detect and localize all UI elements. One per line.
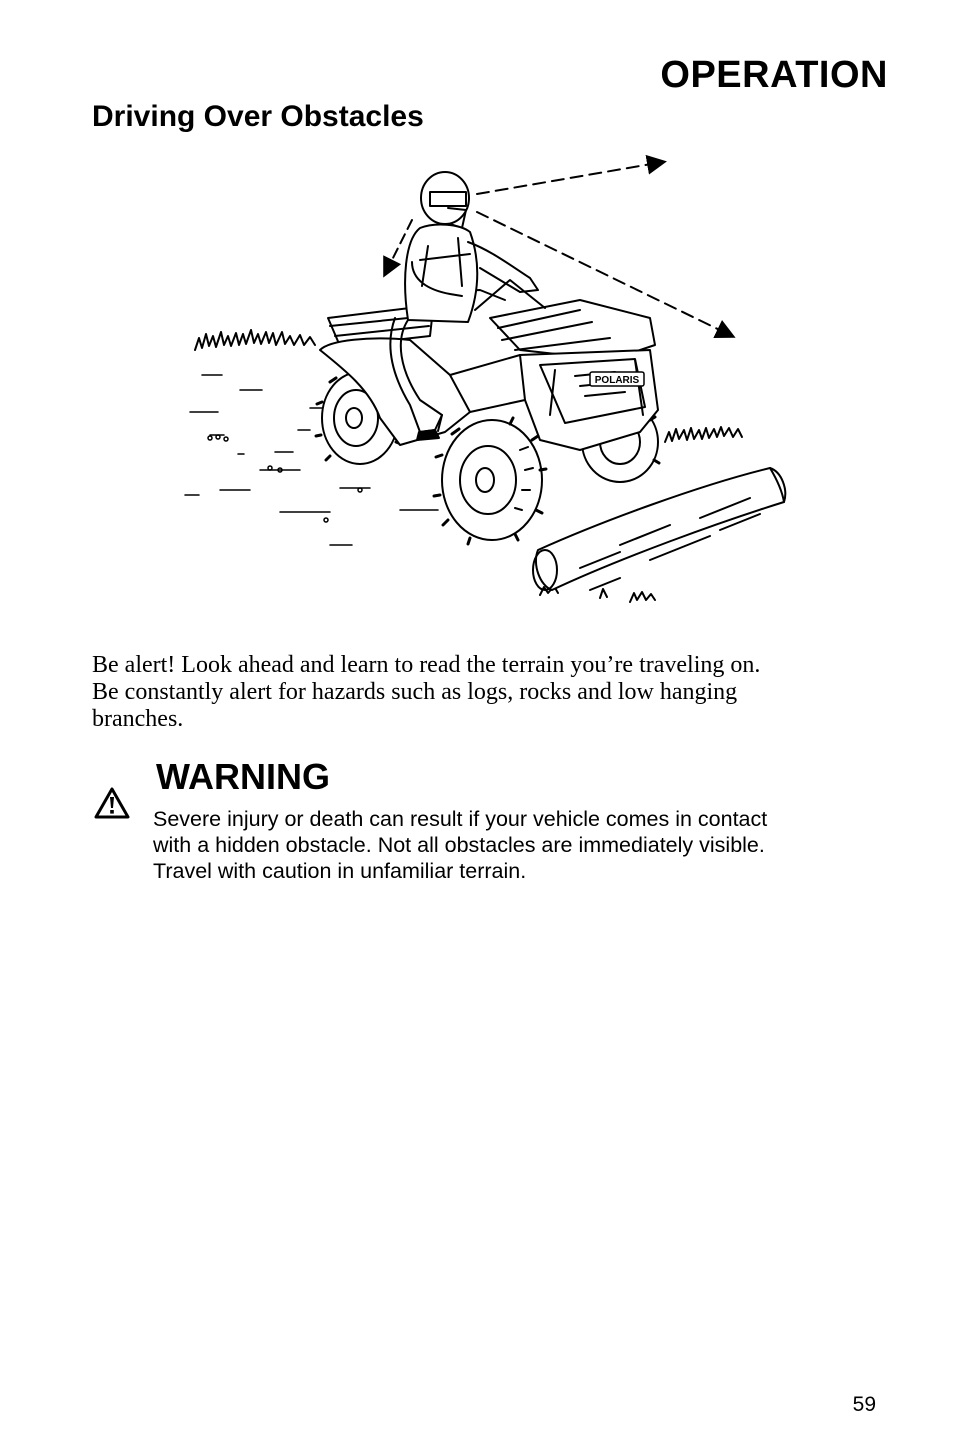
body-paragraph [92,652,892,733]
warning-line: Severe injury or death can result if your vehicle comes in contact [153,807,768,831]
warning-triangle-icon [93,786,131,820]
near-front-wheel [434,418,546,544]
body-line: branches. [92,706,184,732]
warning-text [153,806,913,884]
warning-line: Travel with caution in unfamiliar terrain. [153,859,527,883]
body-line: Be alert! Look ahead and learn to read the terrain you’re traveling on. [92,652,761,678]
section-header: OPERATION [660,54,888,96]
body-line: Be constantly alert for hazards such as logs, rocks and low hanging [92,679,738,705]
log [533,468,785,590]
warning-title: WARNING [156,756,330,797]
grass-left [195,330,315,350]
brand-logo: POLARIS [594,375,640,386]
grass-right [665,427,742,442]
page-number: 59 [852,1393,876,1416]
page-title: Driving Over Obstacles [92,100,424,133]
sight-line-arrow-up [477,162,663,194]
warning-line: with a hidden obstacle. Not all obstacles are immediately visible. [153,833,765,857]
atv-rider-illustration [180,150,800,620]
